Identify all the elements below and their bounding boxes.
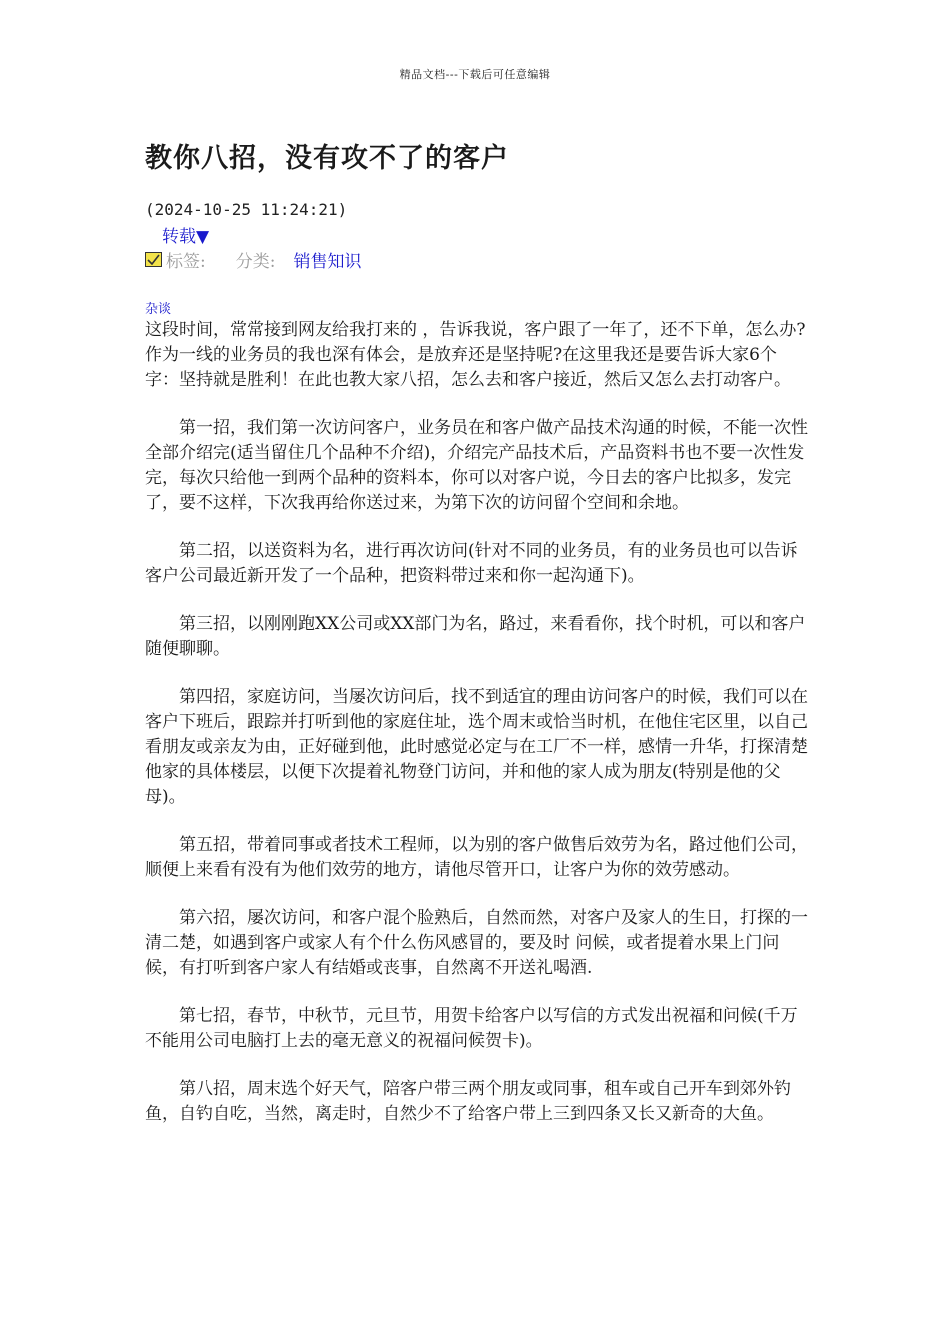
paragraph-tip-4: 第四招，家庭访问，当屡次访问后，找不到适宜的理由访问客户的时候，我们可以在客户下班后，跟踪并打听到他的家庭住址，选个周末或恰当时机，在他住宅区里，以自己看朋友或亲友为由，正好碰到他，此时感觉必定与在工厂不一样，感情一升华，打探清楚他家的具体楼层，以便下次提着礼物登门访问，并和他的家人成为朋友(特别是他的父母)。 <box>145 687 808 807</box>
header-note: 精品文档---下载后可任意编辑 <box>399 68 551 81</box>
paragraph-tip-6: 第六招，屡次访问，和客户混个脸熟后，自然而然，对客户及家人的生日，打探的一清二楚，如遇到客户或家人有个什么伤风感冒的，要及时 问候，或者提着水果上门问候，有打听到客户家人有结婚或丧事，自然离不开送礼喝酒. <box>145 908 808 978</box>
article-title: 教你八招，没有攻不了的客户 <box>145 143 509 174</box>
repost-link[interactable]: 转载▼ <box>162 227 210 247</box>
category-link[interactable]: 销售知识 <box>293 251 362 272</box>
paragraph-tip-3: 第三招，以刚刚跑XX公司或XX部门为名，路过，来看看你，找个时机，可以和客户随便聊聊。 <box>145 614 806 659</box>
tag-label: 标签: <box>166 251 206 272</box>
category-label: 分类: <box>235 251 276 272</box>
misc-tag-link[interactable]: 杂谈 <box>145 302 172 317</box>
paragraph-intro: 这段时间，常常接到网友给我打来的 ，告诉我说，客户跟了一年了，还不下单，怎么办?作为一线的业务员的我也深有体会，是放弃还是坚持呢?在这里我还是要告诉大家6个字：坚持就是胜利！在此也教大家八招，怎么去和客户接近，然后又怎么去打动客户。 <box>145 320 806 390</box>
paragraph-tip-1: 第一招，我们第一次访问客户，业务员在和客户做产品技术沟通的时候，不能一次性全部介绍完(适当留住几个品种不介绍)，介绍完产品技术后，产品资料书也不要一次性发完，每次只给他一到两个品种的资料本，你可以对客户说，今日去的客户比拟多，发完了，要不这样，下次我再给你送过来，为第下次的访问留个空间和余地。 <box>145 418 808 513</box>
post-date: (2024-10-25 11:24:21) <box>145 200 348 219</box>
paragraph-tip-2: 第二招，以送资料为名，进行再次访问(针对不同的业务员，有的业务员也可以告诉客户公司最近新开发了一个品种，把资料带过来和你一起沟通下)。 <box>145 541 798 586</box>
tag-icon <box>145 252 162 267</box>
article-body <box>145 318 809 1150</box>
paragraph-tip-8: 第八招，周末选个好天气，陪客户带三两个朋友或同事，租车或自己开车到郊外钓鱼，自钓自吃，当然，离走时，自然少不了给客户带上三到四条又长又新奇的大鱼。 <box>145 1079 791 1124</box>
tag-line <box>145 248 361 270</box>
paragraph-tip-5: 第五招，带着同事或者技术工程师，以为别的客户做售后效劳为名，路过他们公司，顺便上来看有没有为他们效劳的地方，请他尽管开口，让客户为你的效劳感动。 <box>145 835 808 880</box>
paragraph-tip-7: 第七招，春节，中秋节，元旦节，用贺卡给客户以写信的方式发出祝福和问候(千万不能用公司电脑打上去的毫无意义的祝福问候贺卡)。 <box>145 1006 798 1051</box>
